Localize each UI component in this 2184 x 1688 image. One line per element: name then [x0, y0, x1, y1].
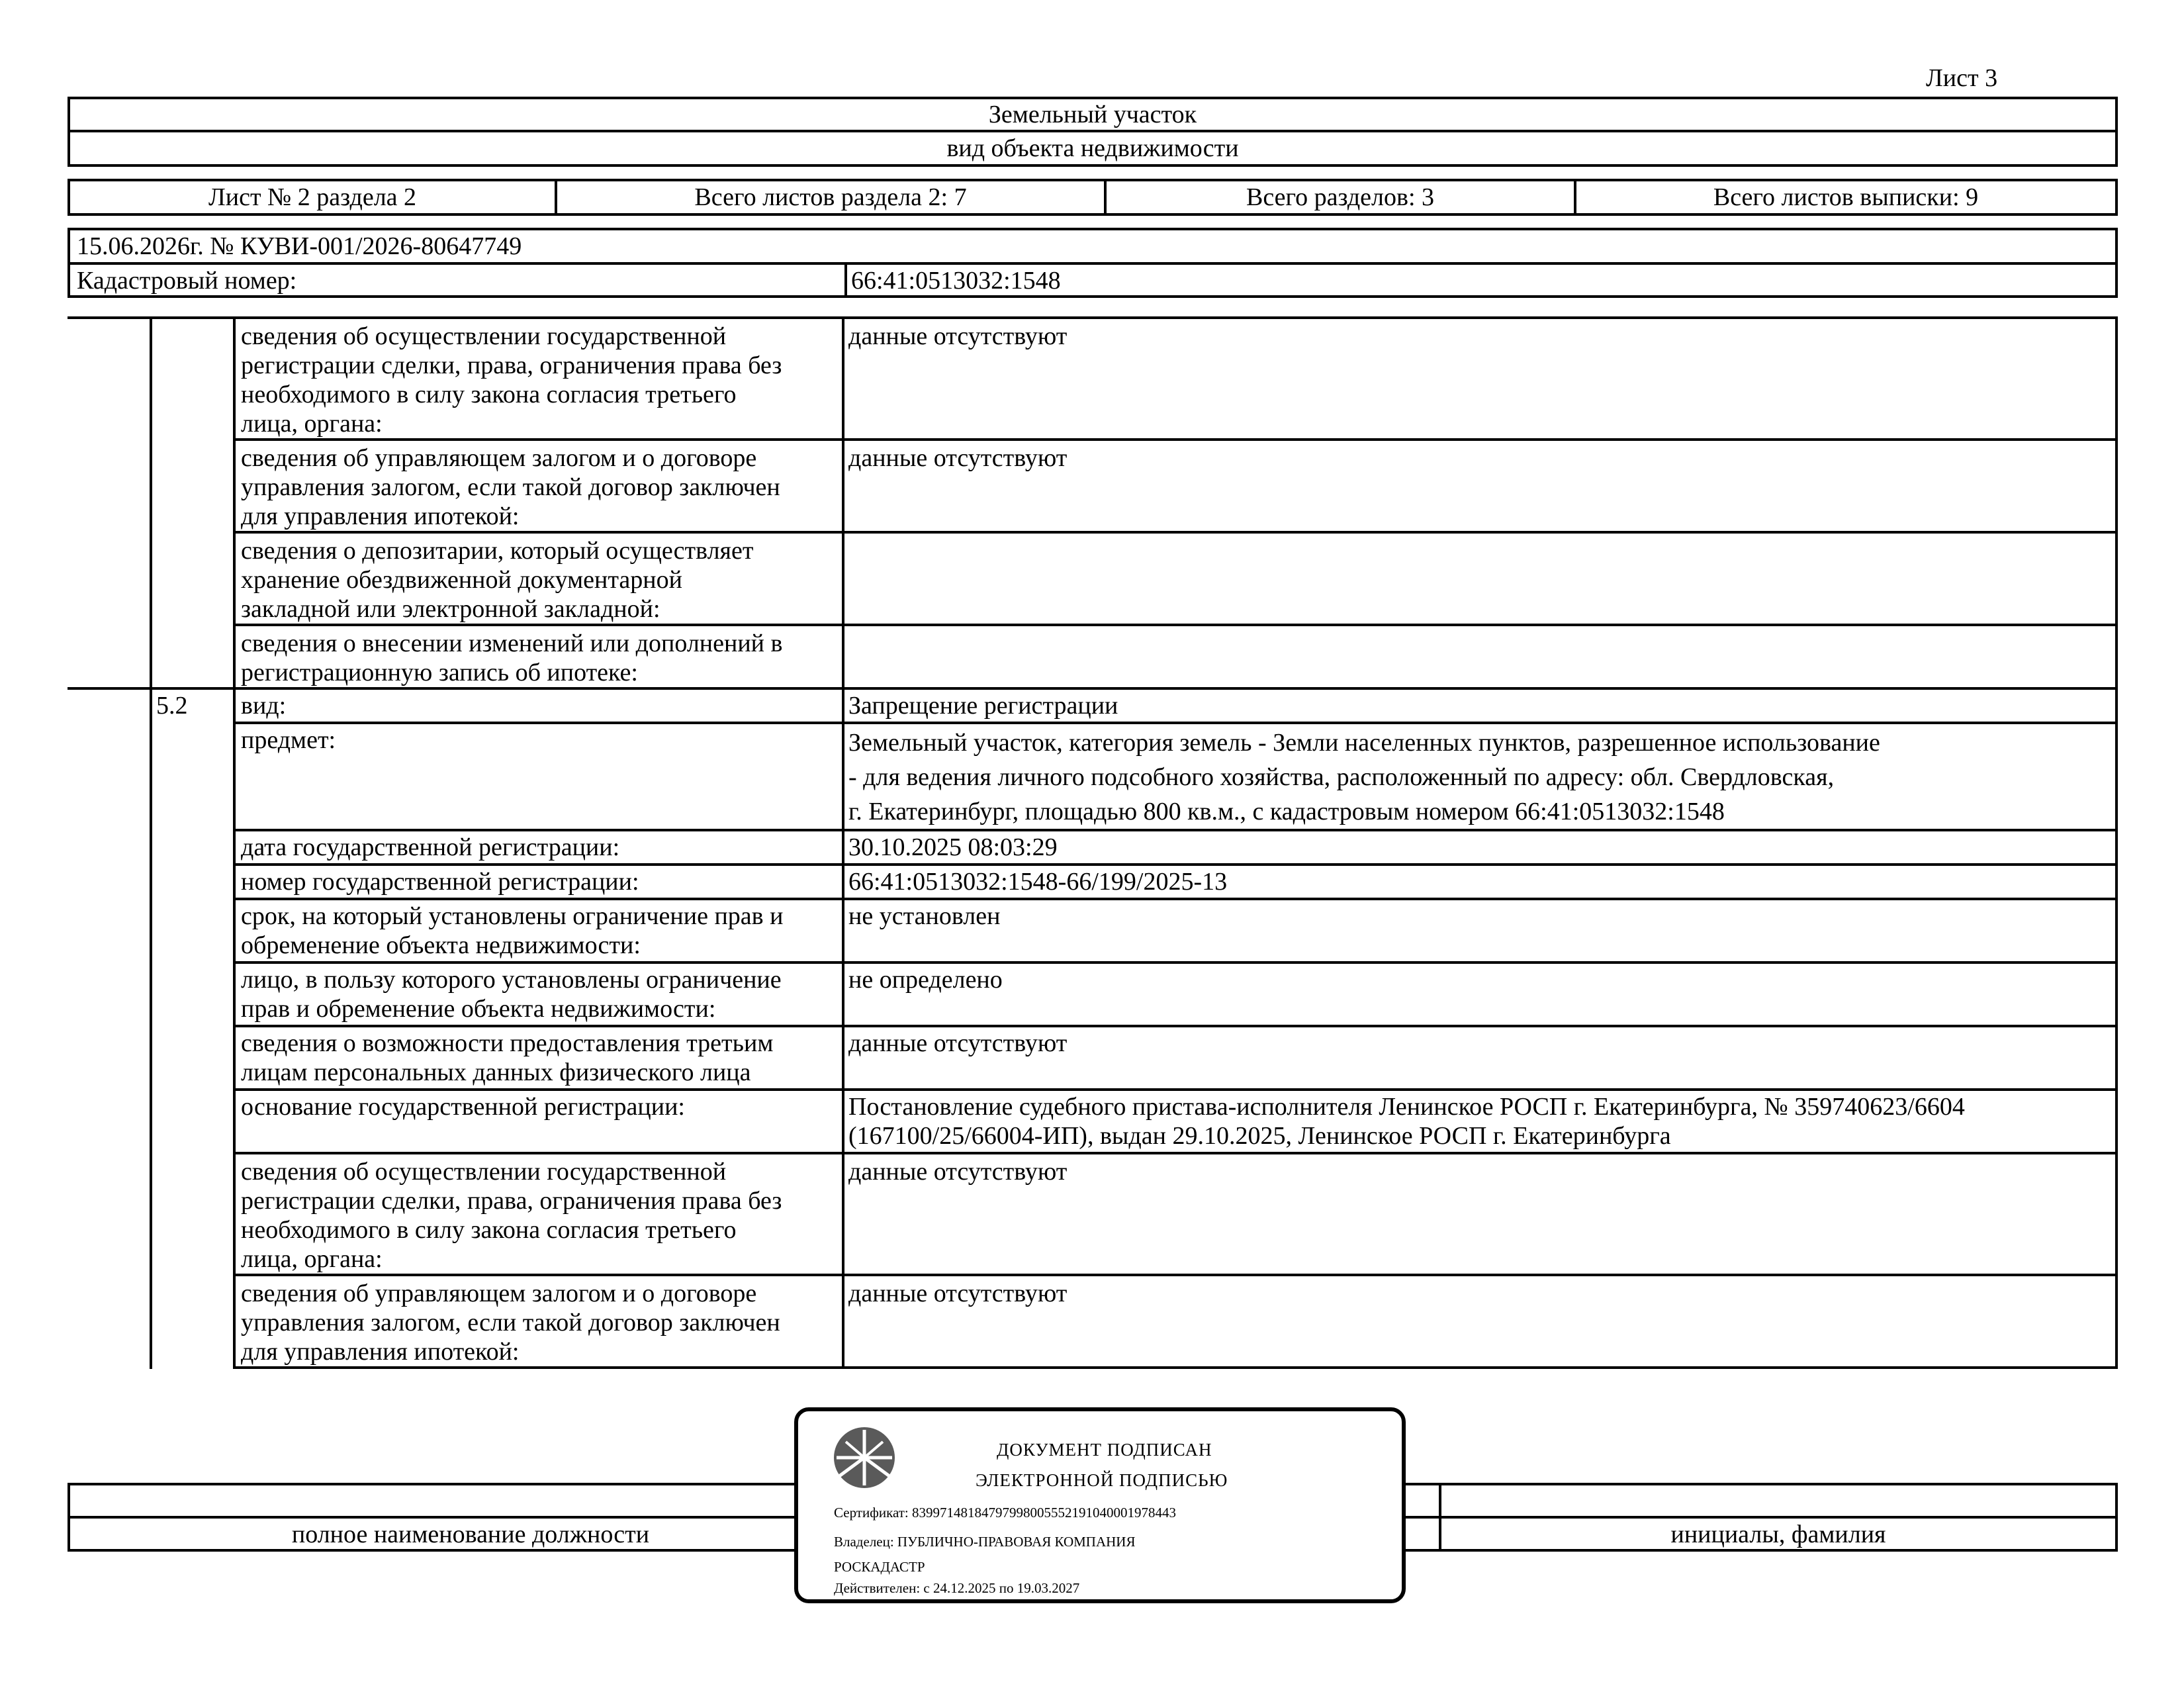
cadastral-row: [68, 262, 2118, 298]
table-right-border: [2115, 316, 2118, 1369]
stamp-validity: Действителен: с 24.12.2025 по 19.03.2027: [834, 1580, 1080, 1596]
entry-row-subject-value: Земельный участок, категория земель - Земли населенных пунктов, разрешенное использование - для ведения личного подсобного хозяйства, расположенный по адресу: обл. Свердловская, г. Екатеринбург, площадью 800 кв.м., с кадастровым номером 66:41:0513032:1548: [848, 729, 1880, 825]
extract-sheets-total-cell: [1576, 179, 2118, 216]
object-kind-caption: вид объекта недвижимости: [946, 134, 1239, 162]
row-divider: [233, 438, 2118, 441]
entry-row-personal-data-label: сведения о возможности предоставления третьим лицам персональных данных физического лица: [241, 1029, 774, 1086]
entry-row-reg-number-label: номер государственной регистрации:: [241, 868, 639, 896]
number-column-line: [150, 316, 152, 1369]
object-title: Земельный участок: [988, 101, 1197, 128]
electronic-signature-stamp: [794, 1407, 1406, 1603]
entry-row-reg-date-value: 30.10.2025 08:03:29: [848, 833, 1058, 861]
encumbrance-table: [68, 316, 2118, 1369]
entry-row-term-value: не установлен: [848, 902, 1001, 930]
rosreestr-logo-icon: [831, 1425, 897, 1491]
stamp-certificate: Сертификат: 83997148184797998005552191040001978443: [834, 1505, 1176, 1521]
row-divider: [233, 1152, 2118, 1154]
prev-row-4-label: сведения о внесении изменений или дополнений в регистрационную запись об ипотеке:: [241, 630, 783, 686]
stamp-title-line-2: ЭЛЕКТРОННОЙ ПОДПИСЬЮ: [976, 1470, 1228, 1490]
entry-row-beneficiary-label: лицо, в пользу которого установлены ограничение прав и обременение объекта недвижимости:: [241, 966, 782, 1023]
entry-row-term-label: срок, на который установлены ограничение прав и обременение объекта недвижимости:: [241, 902, 784, 959]
stamp-owner: Владелец: ПУБЛИЧНО-ПРАВОВАЯ КОМПАНИЯ: [834, 1534, 1136, 1550]
row-divider: [233, 829, 2118, 831]
cadastral-divider: [844, 265, 847, 295]
extract-sheets-total: Всего листов выписки: 9: [1713, 183, 1979, 211]
row-divider: [233, 1088, 2118, 1091]
section-sheets-total-cell: [557, 179, 1107, 216]
entry-row-basis-value: Постановление судебного пристава-исполнителя Ленинское РОСП г. Екатеринбурга, № 359740623/6604 (167100/25/66004-ИП), выдан 29.10.2025, Ленинское РОСП г. Екатеринбурга: [848, 1093, 1965, 1150]
name-caption: инициалы, фамилия: [1670, 1521, 1886, 1548]
value-column-line: [842, 316, 844, 1369]
row-divider: [233, 531, 2118, 534]
stamp-title-line-1: ДОКУМЕНТ ПОДПИСАН: [997, 1440, 1212, 1460]
sheet-number: Лист 3: [1926, 64, 1998, 92]
table-top-border: [68, 316, 2118, 319]
entry-row-pledge-manager-label: сведения об управляющем залогом и о договоре управления залогом, если такой договор заключен для управления ипотекой:: [241, 1280, 780, 1366]
sections-total: Всего разделов: 3: [1246, 183, 1435, 211]
row-divider: [233, 1274, 2118, 1276]
row-divider: [233, 898, 2118, 900]
table-bottom-border: [233, 1366, 2118, 1369]
entry-row-consent-label: сведения об осуществлении государственной регистрации сделки, права, ограничения права без необходимого в силу закона согласия третьего лица, органа:: [241, 1158, 782, 1273]
prev-row-2-value: данные отсутствуют: [848, 444, 1068, 472]
row-divider: [233, 1025, 2118, 1027]
object-title-row: [68, 97, 2118, 132]
prev-row-1-value: данные отсутствуют: [848, 322, 1068, 350]
document-date-number: 15.06.2026г. № КУВИ-001/2026-80647749: [77, 232, 522, 260]
row-divider: [233, 863, 2118, 866]
entry-row-personal-data-value: данные отсутствуют: [848, 1029, 1068, 1057]
position-caption: полное наименование должности: [291, 1521, 650, 1548]
entry-row-consent-value: данные отсутствуют: [848, 1158, 1068, 1186]
entry-row-subject-label: предмет:: [241, 726, 336, 754]
section-sheet-cell: [68, 179, 557, 216]
entry-row-beneficiary-value: не определено: [848, 966, 1003, 994]
entry-row-kind-value: Запрещение регистрации: [848, 692, 1118, 720]
entry-row-kind-label: вид:: [241, 692, 287, 720]
row-divider: [233, 722, 2118, 724]
label-column-line: [233, 316, 236, 1369]
prev-row-3-label: сведения о депозитарии, который осуществляет хранение обездвиженной документарной закладной или электронной закладной:: [241, 537, 754, 623]
entry-row-basis-label: основание государственной регистрации:: [241, 1093, 685, 1121]
prev-row-1-label: сведения об осуществлении государственной регистрации сделки, права, ограничения права без необходимого в силу закона согласия третьего лица, органа:: [241, 322, 782, 438]
entry-row-pledge-manager-value: данные отсутствуют: [848, 1280, 1068, 1307]
sections-total-cell: [1107, 179, 1576, 216]
cadastral-number: 66:41:0513032:1548: [851, 267, 1061, 295]
row-divider: [233, 961, 2118, 964]
entry-row-reg-number-value: 66:41:0513032:1548-66/199/2025-13: [848, 868, 1228, 896]
object-kind-row: [68, 132, 2118, 167]
entry-number: 5.2: [156, 692, 188, 720]
entry-row-reg-date-label: дата государственной регистрации:: [241, 833, 620, 861]
section-sheets-total: Всего листов раздела 2: 7: [694, 183, 967, 211]
section-sheet: Лист № 2 раздела 2: [208, 183, 417, 211]
row-divider: [233, 624, 2118, 626]
cadastral-label: Кадастровый номер:: [77, 267, 297, 295]
prev-row-2-label: сведения об управляющем залогом и о договоре управления залогом, если такой договор заключен для управления ипотекой:: [241, 444, 780, 530]
entry-divider: [68, 687, 2118, 690]
document-number-row: [68, 228, 2118, 265]
stamp-owner-line-2: РОСКАДАСТР: [834, 1559, 925, 1575]
